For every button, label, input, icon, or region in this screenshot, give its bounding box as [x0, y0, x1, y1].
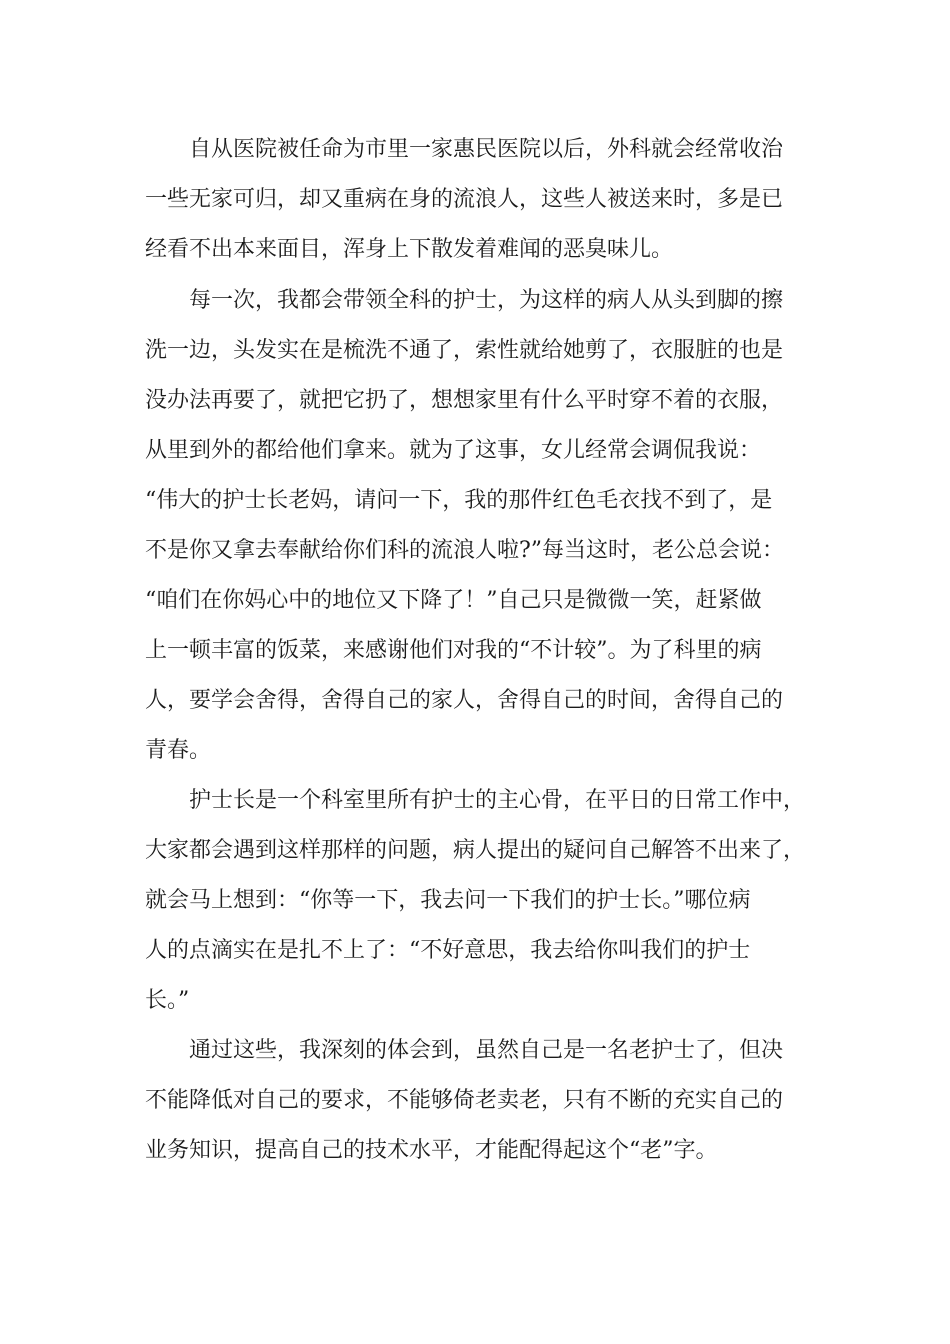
paragraph-1-line-3: 经看不出本来面目，浑身上下散发着难闻的恶臭味儿。	[145, 237, 674, 262]
paragraph-4-line-1: 通过这些，我深刻的体会到，虽然自己是一名老护士了，但决	[189, 1038, 784, 1063]
paragraph-3-line-2: 大家都会遇到这样那样的问题，病人提出的疑问自己解答不出来了，	[145, 838, 806, 863]
paragraph-2-line-7: “咱们在你妈心中的地位又下降了！”自己只是微微一笑，赶紧做	[145, 588, 762, 613]
paragraph-1-line-2: 一些无家可归，却又重病在身的流浪人，这些人被送来时，多是已	[145, 187, 784, 212]
paragraph-4-line-3: 业务知识，提高自己的技术水平，才能配得起这个“老”字。	[145, 1138, 718, 1163]
paragraph-2-line-6: 不是你又拿去奉献给你们科的流浪人啦?”每当这时，老公总会说：	[145, 538, 785, 563]
paragraph-2-line-9: 人，要学会舍得，舍得自己的家人，舍得自己的时间，舍得自己的	[145, 688, 784, 713]
paragraph-4-line-2: 不能降低对自己的要求，不能够倚老卖老，只有不断的充实自己的	[145, 1088, 784, 1113]
paragraph-2-line-8: 上一顿丰富的饭菜，来感谢他们对我的“不计较”。为了科里的病	[145, 638, 762, 663]
paragraph-3-line-1: 护士长是一个科室里所有护士的主心骨，在平日的日常工作中，	[189, 788, 806, 813]
paragraph-1-line-1: 自从医院被任命为市里一家惠民医院以后，外科就会经常收治	[189, 137, 784, 162]
paragraph-3-line-4: 人的点滴实在是扎不上了：“不好意思，我去给你叫我们的护士	[145, 938, 751, 963]
paragraph-2-line-4: 从里到外的都给他们拿来。就为了这事，女儿经常会调侃我说：	[145, 438, 762, 463]
paragraph-3-line-5: 长。”	[145, 988, 190, 1013]
paragraph-2-line-10: 青春。	[145, 738, 212, 763]
paragraph-2-line-5: “伟大的护士长老妈，请问一下，我的那件红色毛衣找不到了，是	[145, 488, 773, 513]
paragraph-2-line-2: 洗一边，头发实在是梳洗不通了，索性就给她剪了，衣服脏的也是	[145, 338, 784, 363]
paragraph-2-line-1: 每一次，我都会带领全科的护士，为这样的病人从头到脚的擦	[189, 288, 784, 313]
paragraph-3-line-3: 就会马上想到：“你等一下，我去问一下我们的护士长。”哪位病	[145, 888, 751, 913]
paragraph-2-line-3: 没办法再要了，就把它扔了，想想家里有什么平时穿不着的衣服，	[145, 388, 784, 413]
